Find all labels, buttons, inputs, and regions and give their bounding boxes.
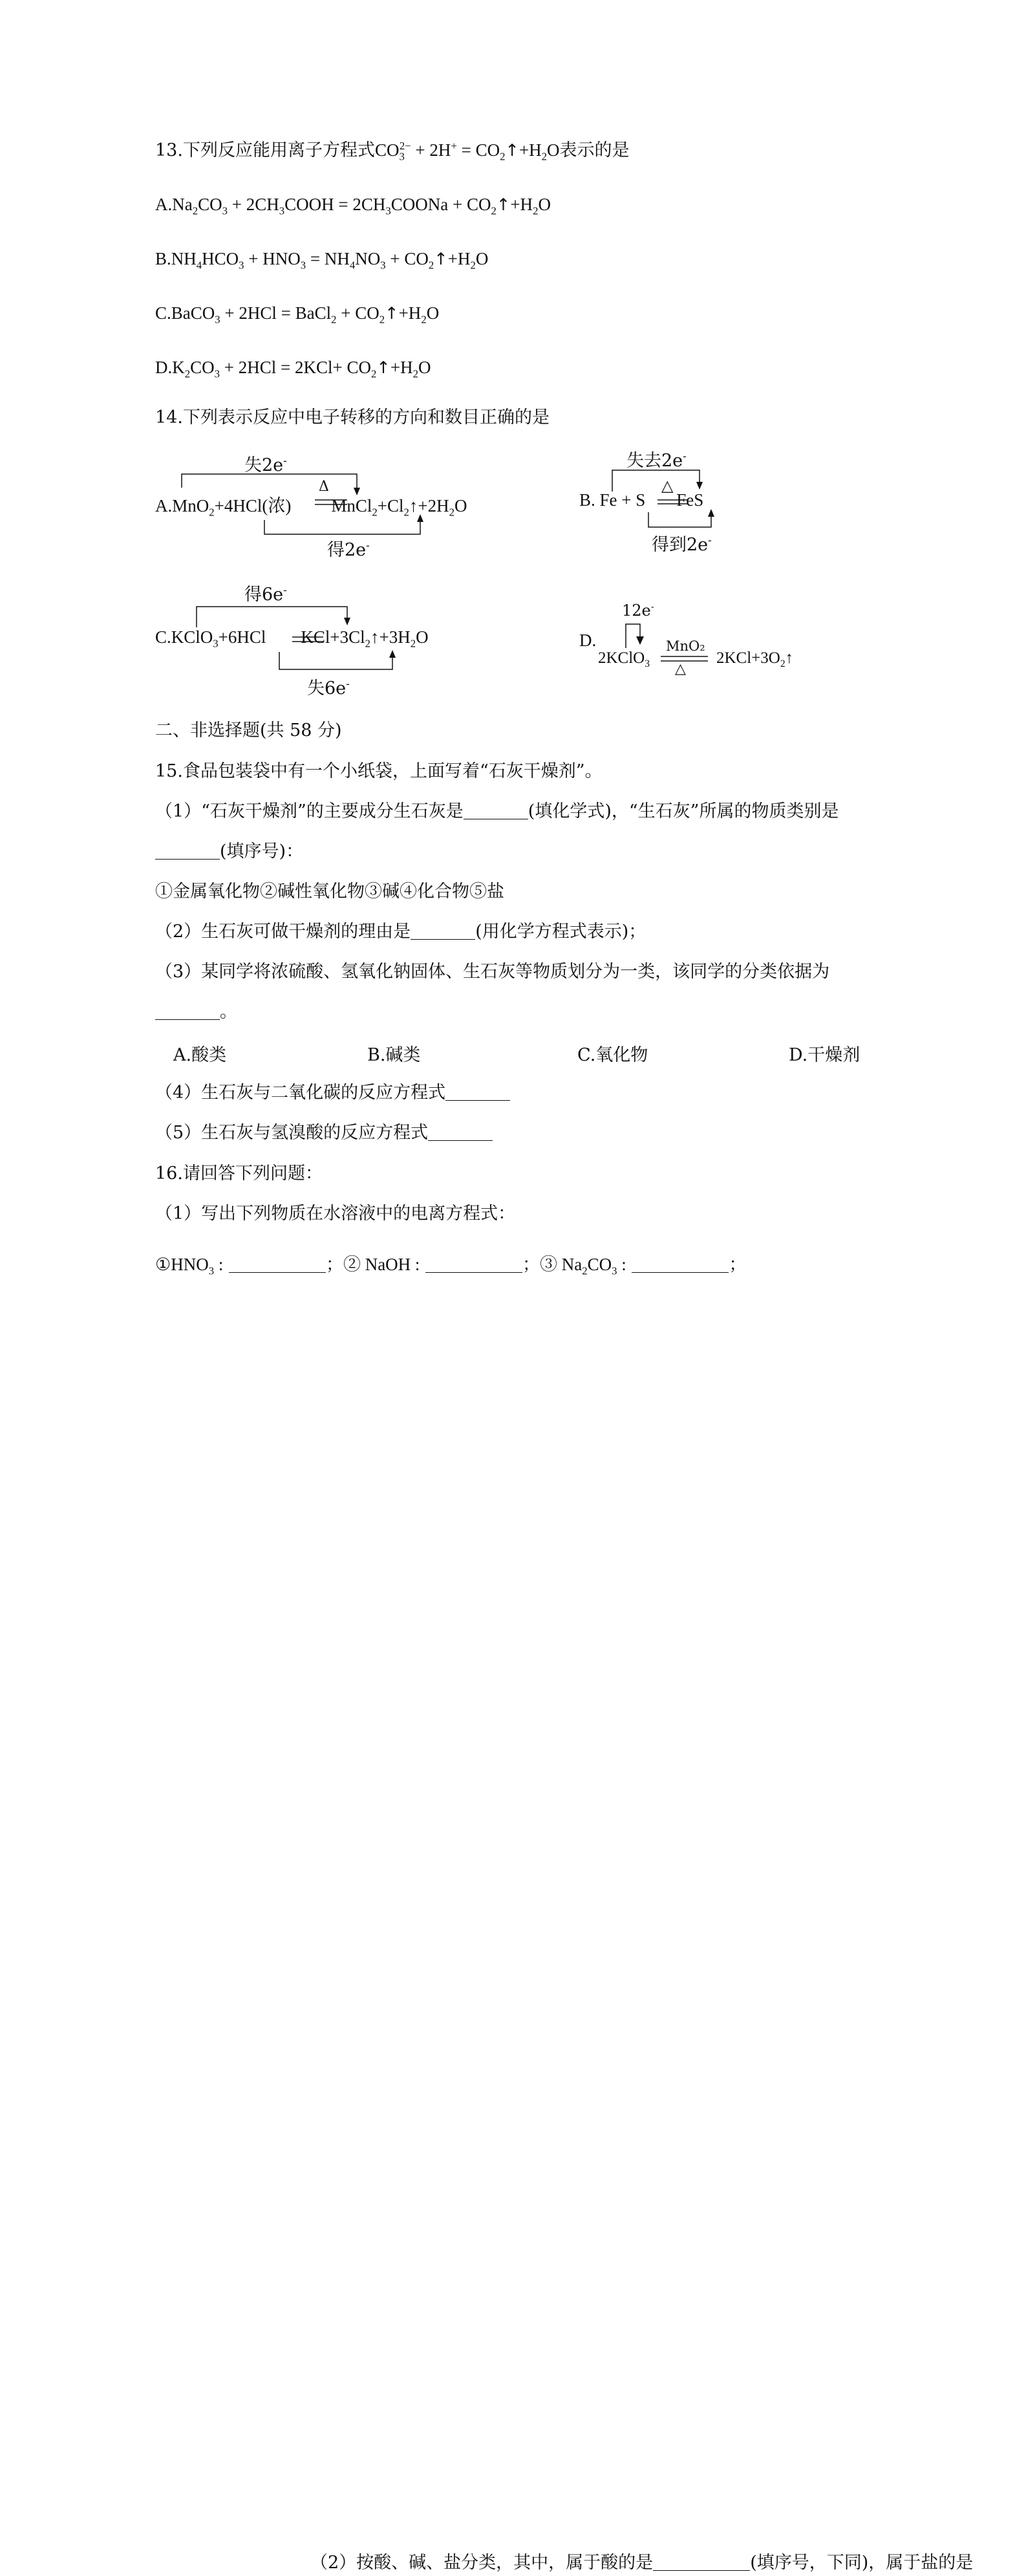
q15-part5: （5）生石灰与氢溴酸的反应方程式: [155, 1120, 493, 1146]
q16-blank-hno3[interactable]: [229, 1255, 326, 1273]
q14a-gain-bracket: [264, 517, 420, 534]
q15-part1-cont: (填序号)：: [155, 839, 303, 865]
q14d-transfer-label: 12e-: [622, 601, 654, 620]
q14b-condition: △: [661, 477, 674, 495]
q15-blank-6[interactable]: [428, 1123, 493, 1141]
q13-option-a: $A.Na_2CO_3$ + $2CH_3COOH$ = $2CH_3COONa$ + $CO_2↑+H_2O$: [155, 195, 551, 217]
q16-blank-naoh[interactable]: [425, 1255, 522, 1273]
q13-option-c: C.BaCO$_3$ + 2HCl = BaCl$_2$ + $CO_2↑+H_2O$: [155, 303, 440, 326]
q14-stem: 14.下列表示反应中电子转移的方向和数目正确的是: [155, 407, 550, 428]
q14d-catalyst: MnO₂: [666, 638, 705, 654]
q16-blank-na2co3[interactable]: [632, 1255, 729, 1273]
q14c-equation: C.KClO$_3$+6HCl $KCl+3Cl_2↑+3H_2O$: [155, 627, 429, 650]
q15-choices: ①金属氧化物②碱性氧化物③碱④化合物⑤盐: [155, 882, 504, 902]
q13-option-b: $B.NH_4HCO_3 + HNO_3 = NH_4NO_3$ + $CO_2↑+H_2O$: [155, 249, 489, 272]
q15-part4: （4）生石灰与二氧化碳的反应方程式: [155, 1080, 510, 1106]
q15-blank-2[interactable]: [155, 842, 220, 860]
q15-option-b: B.碱类: [367, 1045, 421, 1065]
q14a-equation: A.MnO$_2$+4HCl(浓) $MnCl_2+Cl_2↑+2H_2O$: [155, 496, 467, 519]
q14b-lose-bracket: [612, 470, 700, 492]
q15-stem: 15.食品包装袋中有一个小纸袋，上面写着“石灰干燥剂”。: [155, 761, 603, 781]
q13-stem: 13.下列反应能用离子方程式$CO_3^{2-} + 2H^+$ = $CO_2↑+H_2O$表示的是: [155, 140, 630, 163]
q16-stem: 16.请回答下列问题：: [155, 1164, 323, 1184]
q15-part1: （1）“石灰干燥剂”的主要成分生石灰是 (填化学式)，“生石灰”所属的物质类别是: [155, 801, 839, 821]
q15-option-d: D.干燥剂: [789, 1045, 860, 1065]
q14d-reactant: 2KClO$_3$: [598, 649, 650, 669]
q14a-lose-bracket: [182, 474, 357, 492]
q15-part3: （3）某同学将浓硫酸、氢氧化钠固体、生石灰等物质划分为一类，该同学的分类依据为: [155, 962, 830, 982]
q15-blank-3[interactable]: [411, 922, 475, 940]
q15-blank-5[interactable]: [445, 1083, 510, 1101]
q14a-condition: Δ: [319, 479, 329, 495]
q14c-lose-label: 失6e-: [307, 677, 350, 698]
section-heading: 二、非选择题(共 58 分): [155, 720, 342, 741]
q14b-equation: B. Fe + S FeS: [579, 490, 704, 510]
q15-option-a: A.酸类: [173, 1045, 227, 1065]
q13-ionic-equation: $CO_3^{2-} + 2H^+$ = $CO_2↑+H_2O$: [374, 140, 560, 163]
q14a-lose-label: 失2e-: [244, 454, 287, 475]
q16-ionization-items: $①HNO_3$ : ；② NaOH : ；③ $Na_2CO_3$ : ； （2）按酸、碱、盐分类，其中，属于酸的是 (填序号，下同)，属于盐的是: [155, 1251, 746, 1278]
q16-part2: （2）按酸、碱、盐分类，其中，属于酸的是 (填序号，下同)，属于盐的是: [310, 2553, 974, 2573]
q14b-gain-label: 得到2e-: [652, 534, 712, 555]
q15-blank-4[interactable]: [155, 1002, 220, 1020]
q13-option-d: $D.K_2CO_3 + 2HCl = 2KCl+$ $CO_2↑+H_2O$: [155, 358, 431, 380]
q16-blank-acid[interactable]: [653, 2553, 750, 2571]
q14c-lose-bracket: [279, 652, 392, 669]
q16-part1: （1）写出下列物质在水溶液中的电离方程式：: [155, 1204, 516, 1224]
q15-option-c: C.氧化物: [577, 1045, 648, 1065]
q14d-products: $2KCl+3O_2↑$: [716, 649, 794, 669]
q14a-gain-label: 得2e-: [327, 539, 370, 560]
q15-part3-cont: 。: [155, 999, 237, 1025]
q14c-gain-label: 得6e-: [244, 583, 287, 605]
q15-part2: （2）生石灰可做干燥剂的理由是 (用化学方程式表示)；: [155, 922, 647, 942]
q14c-gain-bracket: [197, 607, 347, 627]
q14b-gain-bracket: [648, 512, 711, 527]
q15-blank-1[interactable]: [464, 802, 528, 819]
q14b-lose-label: 失去2e-: [626, 449, 687, 471]
q14d-transfer-arrow: [626, 624, 640, 648]
q14d-label: D.: [579, 631, 597, 650]
q14d-condition: △: [675, 661, 686, 677]
